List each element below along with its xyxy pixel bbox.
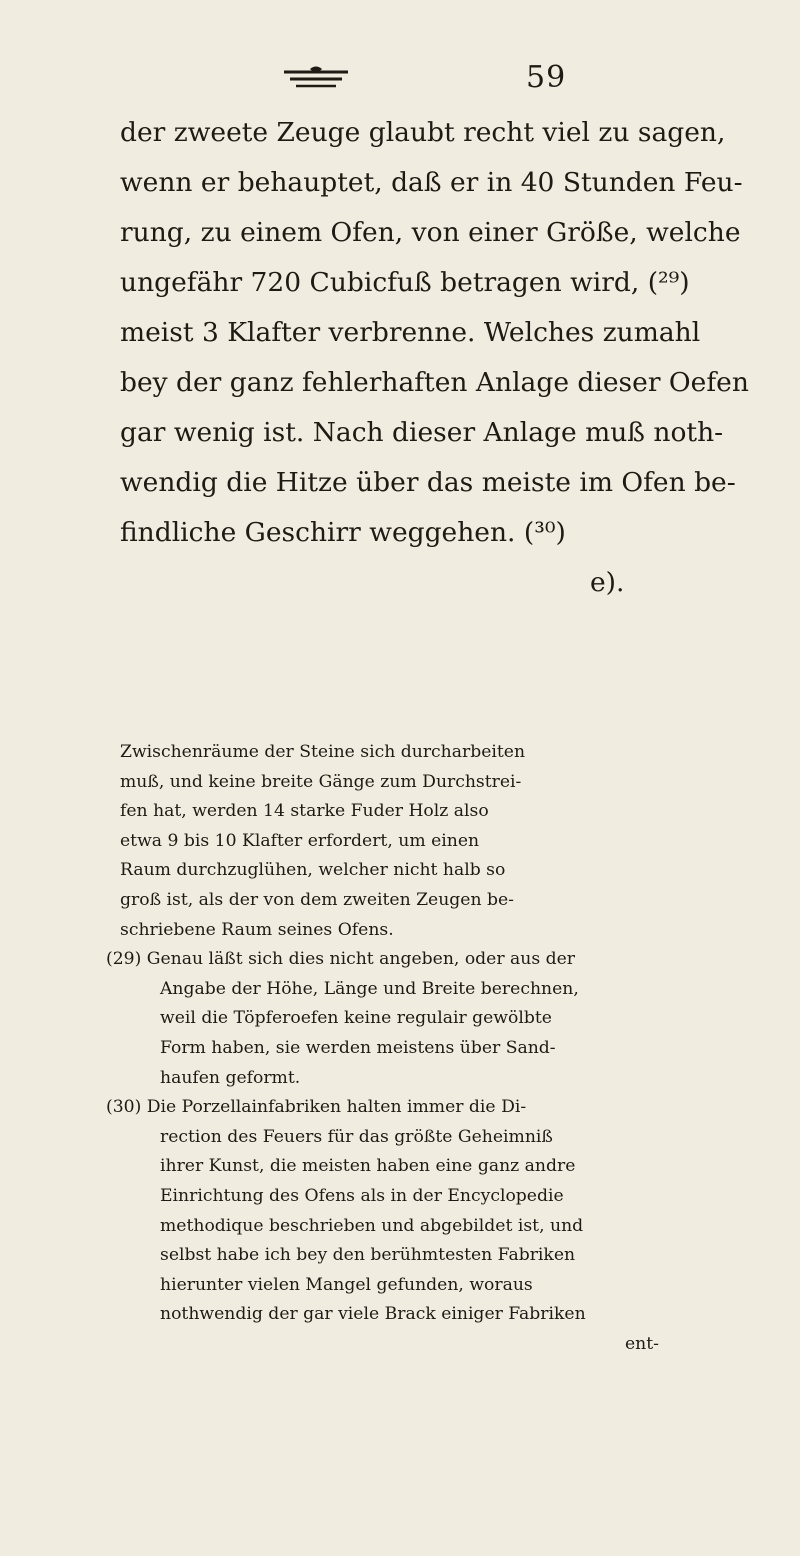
text-line: wenn er behauptet, daß er in 40 Stunden Feu- — [120, 167, 743, 198]
footnote-line: methodique beschrieben und abgebildet ist, und — [160, 1215, 584, 1236]
footnote-line: selbst habe ich bey den berühmtesten Fabriken — [160, 1245, 576, 1266]
footnotes-block — [106, 738, 690, 1359]
footnote-line: muß, und keine breite Gänge zum Durchstrei- — [120, 771, 522, 792]
footnote-line: groß ist, als der von dem zweiten Zeugen be- — [120, 889, 514, 910]
footnote-line: nothwendig der gar viele Brack einiger Fabriken — [160, 1304, 586, 1325]
footnote-line: Form haben, sie werden meistens über Sand- — [160, 1037, 556, 1058]
page-number: 59 — [526, 60, 567, 95]
text-line: rung, zu einem Ofen, von einer Größe, welche — [120, 217, 741, 248]
catchword: ent- — [625, 1333, 659, 1354]
footnote-marker: e). — [590, 567, 625, 598]
footnote-line: Einrichtung des Ofens als in der Encyclopedie — [160, 1185, 564, 1206]
footnote-line: rection des Feuers für das größte Geheimniß — [160, 1126, 553, 1147]
footnote-line: haufen geformt. — [160, 1067, 301, 1088]
footnote-line: weil die Töpferoefen keine regulair gewölbte — [160, 1008, 552, 1029]
footnote-line: fen hat, werden 14 starke Fuder Holz also — [120, 801, 489, 822]
printer-ornament-icon — [280, 66, 352, 92]
text-line: bey der ganz fehlerhaften Anlage dieser Oefen — [120, 367, 749, 398]
main-text-block — [120, 108, 749, 608]
text-line: der zweete Zeuge glaubt recht viel zu sagen, — [120, 117, 726, 148]
footnote-line: ihrer Kunst, die meisten haben eine ganz andre — [160, 1156, 576, 1177]
text-line: wendig die Hitze über das meiste im Ofen be- — [120, 467, 736, 498]
text-line: findliche Geschirr weggehen. (³⁰) — [120, 517, 566, 548]
footnote-line: etwa 9 bis 10 Klafter erfordert, um einen — [120, 830, 480, 851]
footnote-line: Zwischenräume der Steine sich durcharbeiten — [120, 742, 526, 762]
text-line: meist 3 Klafter verbrenne. Welches zumahl — [120, 317, 701, 348]
text-line: ungefähr 720 Cubicfuß betragen wird, (²⁹) — [120, 267, 690, 298]
footnote-line: Raum durchzuglühen, welcher nicht halb so — [120, 860, 506, 881]
text-line: gar wenig ist. Nach dieser Anlage muß noth- — [120, 417, 724, 448]
footnote-30-start: (30) Die Porzellainfabriken halten immer die Di- — [106, 1097, 527, 1118]
footnote-line: hierunter vielen Mangel gefunden, woraus — [160, 1274, 533, 1295]
footnote-29-start: (29) Genau läßt sich dies nicht angeben, oder aus der — [106, 949, 576, 970]
footnote-line: schriebene Raum seines Ofens. — [120, 919, 394, 940]
footnote-line: Angabe der Höhe, Länge und Breite berechnen, — [160, 978, 579, 999]
